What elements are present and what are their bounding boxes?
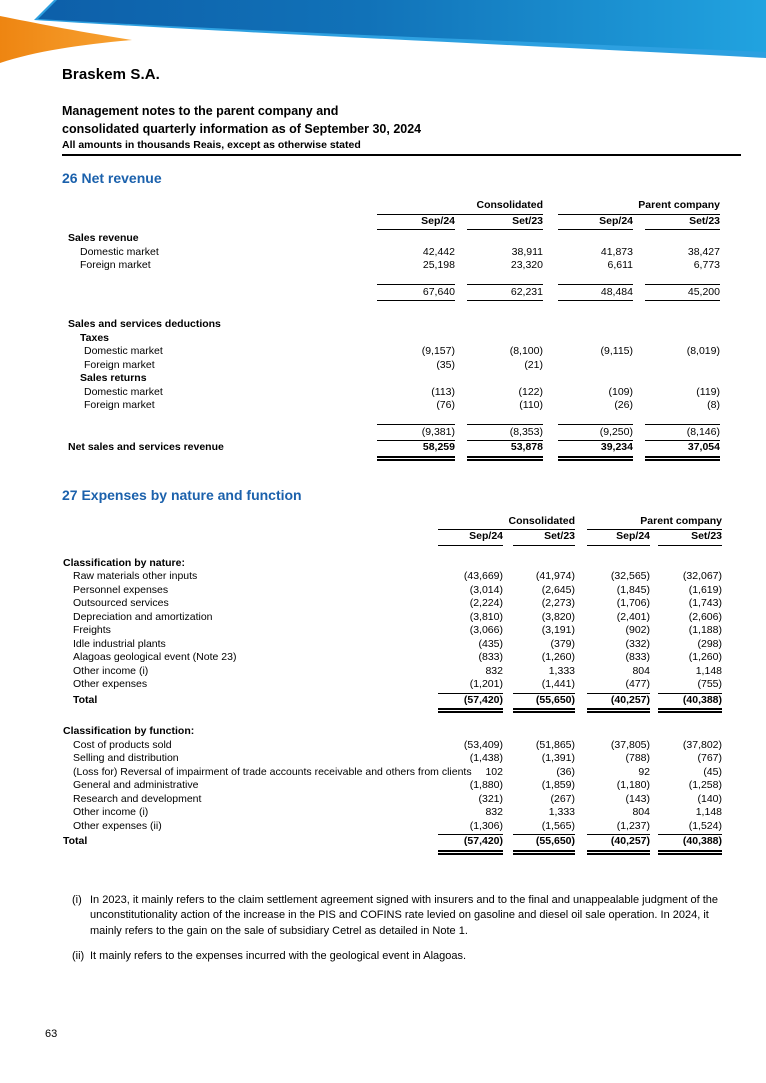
cell-value: (41,974)	[535, 570, 575, 582]
column-header: Sep/24	[377, 215, 455, 231]
cell-value: (321)	[478, 792, 503, 805]
column-header-row	[62, 215, 720, 231]
table-row	[62, 665, 722, 679]
cell-value: (3,191)	[541, 624, 575, 636]
cell-value: (1,524)	[658, 820, 722, 836]
footnote-ii	[72, 949, 740, 965]
table-row	[62, 638, 722, 652]
cell-value: (55,650)	[513, 835, 575, 855]
cell-value: (833)	[478, 651, 503, 663]
cell-value: 6,773	[693, 259, 720, 271]
table-row	[62, 835, 722, 855]
cell-value	[645, 332, 720, 346]
page-number: 63	[45, 1028, 58, 1040]
column-group-header-row	[62, 199, 720, 215]
cell-value: (40,257)	[587, 694, 650, 714]
cell-value: (143)	[625, 792, 650, 805]
cell-value	[587, 557, 650, 571]
table-row	[62, 820, 722, 836]
cell-value: (40,388)	[658, 835, 722, 855]
cell-value: (8,100)	[509, 345, 543, 357]
cell-value: (8,146)	[645, 424, 720, 442]
cell-value: 41,873	[600, 245, 633, 258]
cell-value: (109)	[608, 385, 633, 398]
cell-value: (110)	[519, 399, 543, 411]
cell-value: (8,019)	[686, 345, 720, 357]
cell-value: (1,180)	[616, 779, 650, 791]
cell-value: 38,427	[687, 245, 720, 258]
cell-value: (477)	[587, 678, 650, 694]
row-label: Total	[73, 693, 98, 706]
cell-value: (40,388)	[658, 694, 722, 714]
net-revenue-table-body	[62, 232, 720, 461]
cell-value: (32,565)	[610, 570, 650, 582]
report-subtitle-line2: consolidated quarterly information as of September 30, 2024	[62, 122, 422, 136]
cell-value: 1,148	[695, 806, 722, 818]
table-row	[62, 624, 722, 638]
cell-value	[558, 359, 633, 373]
row-label: Other expenses	[73, 678, 148, 690]
cell-value: (140)	[697, 792, 722, 805]
cell-value	[558, 318, 633, 332]
table-row	[62, 725, 722, 739]
cell-value: (902)	[625, 624, 650, 636]
cell-value: (40,257)	[587, 835, 650, 855]
table-row	[62, 332, 720, 346]
row-label: Other income (i)	[73, 806, 149, 818]
table-row	[62, 678, 722, 694]
cell-value: (45)	[703, 765, 722, 778]
table-row	[62, 570, 722, 584]
cell-value	[558, 372, 633, 386]
table-row	[62, 793, 722, 807]
row-label: Sales and services deductions	[68, 318, 221, 330]
cell-value	[513, 725, 575, 739]
column-header: Sep/24	[587, 530, 650, 546]
footnote-marker: (i)	[72, 893, 82, 906]
amounts-note: All amounts in thousands Reais, except as otherwise stated	[62, 139, 361, 151]
expenses-table	[62, 515, 722, 855]
report-subtitle	[62, 102, 740, 138]
cell-value: (37,805)	[610, 738, 650, 751]
table-row	[62, 694, 722, 714]
cell-value: 25,198	[422, 259, 455, 271]
cell-value: (53,409)	[463, 738, 503, 751]
row-label: Alagoas geological event (Note 23)	[73, 651, 237, 663]
cell-value: (55,650)	[513, 694, 575, 714]
cell-value: (1,441)	[513, 678, 575, 694]
table-row	[62, 611, 722, 625]
cell-value: (435)	[478, 637, 503, 650]
cell-value	[645, 318, 720, 332]
column-group-header-row	[62, 515, 722, 531]
section-title-26: 26 Net revenue	[62, 170, 162, 186]
expenses-table-body	[62, 557, 722, 855]
cell-value: 42,442	[422, 245, 455, 258]
table-row	[62, 752, 722, 766]
table-row	[62, 424, 720, 442]
cell-value: (1,201)	[438, 678, 503, 694]
cell-value: (833)	[625, 651, 650, 663]
table-row	[62, 766, 722, 780]
cell-value: (1,565)	[513, 820, 575, 836]
footnote-marker: (ii)	[72, 950, 85, 962]
column-header: Sep/24	[438, 530, 503, 546]
table-row	[62, 739, 722, 753]
company-name: Braskem S.A.	[62, 66, 160, 83]
cell-value: (767)	[697, 752, 722, 764]
table-row	[62, 584, 722, 598]
table-row	[62, 557, 722, 571]
row-label: Other expenses (ii)	[73, 819, 162, 832]
cell-value	[587, 725, 650, 739]
row-label: Idle industrial plants	[73, 637, 166, 650]
cell-value: 804	[632, 664, 650, 677]
row-label: Cost of products sold	[73, 738, 172, 751]
cell-value: (32,067)	[682, 570, 722, 582]
group-header-parent-company: Parent company	[587, 515, 722, 531]
row-label: Domestic market	[80, 245, 159, 258]
cell-value	[377, 372, 455, 386]
row-label: Personnel expenses	[73, 583, 169, 596]
row-label: Foreign market	[84, 399, 155, 411]
cell-value: 39,234	[558, 441, 633, 461]
table-row	[62, 273, 720, 284]
cell-value: 1,333	[548, 806, 575, 818]
cell-value: (9,115)	[600, 345, 633, 357]
cell-value: (36)	[556, 765, 575, 778]
cell-value: (9,381)	[377, 424, 455, 442]
group-header-consolidated: Consolidated	[377, 199, 543, 215]
row-label: Raw materials other inputs	[73, 570, 198, 582]
cell-value: (3,014)	[469, 583, 503, 596]
cell-value: (122)	[518, 385, 543, 398]
header-rule	[62, 154, 741, 156]
cell-value	[513, 557, 575, 571]
cell-value	[467, 318, 543, 332]
footnote-text: It mainly refers to the expenses incurred with the geological event in Alagoas.	[90, 950, 467, 962]
cell-value: (119)	[696, 385, 720, 398]
row-label: Outsourced services	[73, 597, 169, 609]
cell-value: (2,645)	[541, 583, 575, 596]
cell-value: (21)	[524, 358, 543, 371]
cell-value: (8,353)	[467, 424, 543, 442]
cell-value: (51,865)	[535, 738, 575, 751]
row-label: Freights	[73, 624, 111, 636]
cell-value: 62,231	[467, 284, 543, 302]
cell-value: (788)	[625, 752, 650, 764]
group-header-consolidated: Consolidated	[438, 515, 575, 531]
row-label: General and administrative	[73, 779, 199, 791]
cell-value: (9,250)	[558, 424, 633, 442]
cell-value: 48,484	[558, 284, 633, 302]
cell-value: (113)	[431, 385, 455, 398]
report-subtitle-line1: Management notes to the parent company and	[62, 104, 339, 118]
cell-value	[658, 725, 722, 739]
cell-value	[467, 332, 543, 346]
cell-value	[467, 372, 543, 386]
cell-value	[377, 318, 455, 332]
cell-value: (2,606)	[688, 610, 722, 623]
cell-value: 6,611	[607, 259, 633, 271]
cell-value	[645, 232, 720, 246]
cell-value: 67,640	[377, 284, 455, 302]
row-label: Net sales and services revenue	[68, 441, 224, 453]
cell-value: (43,669)	[463, 570, 503, 582]
row-label: Depreciation and amortization	[73, 610, 213, 623]
cell-value: (1,306)	[438, 820, 503, 836]
table-row	[62, 651, 722, 665]
row-label: Research and development	[73, 792, 202, 805]
cell-value	[467, 232, 543, 246]
table-row	[62, 284, 720, 302]
cell-value: (1,743)	[688, 597, 722, 609]
row-label: Foreign market	[84, 358, 155, 371]
table-row	[62, 318, 720, 332]
cell-value: 23,320	[510, 259, 543, 271]
cell-value: (1,706)	[616, 597, 650, 609]
row-label: Total	[63, 835, 88, 847]
column-header-row	[62, 530, 722, 546]
cell-value: 832	[485, 664, 503, 677]
cell-value: (755)	[658, 678, 722, 694]
cell-value: (2,224)	[469, 597, 503, 609]
table-row	[62, 399, 720, 413]
row-label: Sales revenue	[68, 232, 139, 244]
cell-value: (1,619)	[688, 583, 722, 596]
row-label	[62, 424, 377, 442]
footnote-text: In 2023, it mainly refers to the claim settlement agreement signed with insurers and to the final and unappealable judgment of the unconstitutionality action of the increase in the PIS and COFINS rate levied on gasoline and diesel oil sale operation. In 2024, it mainly refers to the gain on the sale of subsidiary Cetrel as detailed in Note 1.	[90, 893, 718, 937]
row-label: Classification by nature:	[63, 556, 185, 569]
cell-value: 832	[485, 806, 503, 818]
cell-value: (35)	[436, 358, 455, 371]
section-title-27: 27 Expenses by nature and function	[62, 486, 302, 503]
cell-value	[645, 372, 720, 386]
cell-value: (1,260)	[541, 651, 575, 663]
table-row	[62, 345, 720, 359]
cell-value: (1,880)	[469, 779, 503, 791]
row-label	[62, 284, 377, 302]
column-header: Set/23	[658, 530, 722, 546]
cell-value: (1,260)	[688, 651, 722, 663]
cell-value: (2,273)	[541, 597, 575, 609]
cell-value: 45,200	[645, 284, 720, 302]
cell-value	[558, 332, 633, 346]
table-row	[62, 301, 720, 318]
table-row	[62, 597, 722, 611]
cell-value	[438, 557, 503, 571]
table-row	[62, 386, 720, 400]
cell-value: 1,148	[695, 664, 722, 677]
row-label: Classification by function:	[63, 725, 195, 737]
cell-value: (37,802)	[682, 738, 722, 751]
column-header: Set/23	[513, 530, 575, 546]
cell-value: (267)	[550, 792, 575, 805]
table-row	[62, 232, 720, 246]
table-row	[62, 259, 720, 273]
cell-value: (76)	[436, 399, 455, 411]
cell-value: (379)	[550, 637, 575, 650]
row-label: Domestic market	[84, 385, 163, 398]
cell-value: (3,820)	[541, 610, 575, 623]
cell-value	[645, 359, 720, 373]
cell-value: 38,911	[511, 245, 543, 258]
row-label: Selling and distribution	[73, 752, 179, 764]
cell-value: 58,259	[377, 441, 455, 461]
table-row	[62, 806, 722, 820]
column-header: Set/23	[467, 215, 543, 231]
column-header: Sep/24	[558, 215, 633, 231]
cell-value: (26)	[614, 399, 633, 411]
cell-value: (57,420)	[438, 694, 503, 714]
cell-value: 37,054	[645, 441, 720, 461]
cell-value: (3,810)	[469, 610, 503, 623]
table-row	[62, 413, 720, 424]
cell-value: (3,066)	[469, 624, 503, 636]
cell-value: (298)	[697, 637, 722, 650]
cell-value: (1,845)	[616, 583, 650, 596]
row-label: Sales returns	[80, 372, 147, 384]
row-label: (Loss for) Reversal of impairment of trade accounts receivable and others from clients	[73, 765, 472, 778]
row-label: Foreign market	[80, 259, 151, 271]
cell-value: (1,258)	[688, 779, 722, 791]
cell-value: 804	[632, 806, 650, 818]
table-row	[62, 246, 720, 260]
row-label: Other income (i)	[73, 664, 149, 677]
cell-value: (9,157)	[421, 345, 455, 357]
cell-value: (1,391)	[541, 752, 575, 764]
row-label: Taxes	[80, 331, 109, 344]
cell-value: (2,401)	[616, 610, 650, 623]
cell-value	[377, 332, 455, 346]
table-row	[62, 372, 720, 386]
cell-value: (1,188)	[688, 624, 722, 636]
table-row	[62, 779, 722, 793]
net-revenue-table	[62, 199, 720, 461]
footnote-i	[72, 893, 740, 940]
cell-value	[658, 557, 722, 571]
table-row	[62, 441, 720, 461]
cell-value: (8)	[707, 399, 720, 411]
group-header-parent-company: Parent company	[558, 199, 720, 215]
cell-value	[558, 232, 633, 246]
cell-value: 53,878	[467, 441, 543, 461]
cell-value: 102	[485, 765, 503, 778]
cell-value: (332)	[625, 637, 650, 650]
cell-value: (1,438)	[469, 752, 503, 764]
cell-value: 92	[638, 765, 650, 778]
cell-value: (1,237)	[587, 820, 650, 836]
row-label: Domestic market	[84, 345, 163, 357]
cell-value: 1,333	[548, 664, 575, 677]
cell-value: (1,859)	[541, 779, 575, 791]
column-header: Set/23	[645, 215, 720, 231]
table-row	[62, 713, 722, 725]
table-row	[62, 359, 720, 373]
footnotes	[62, 893, 740, 965]
cell-value	[377, 232, 455, 246]
cell-value: (57,420)	[438, 835, 503, 855]
cell-value	[438, 725, 503, 739]
